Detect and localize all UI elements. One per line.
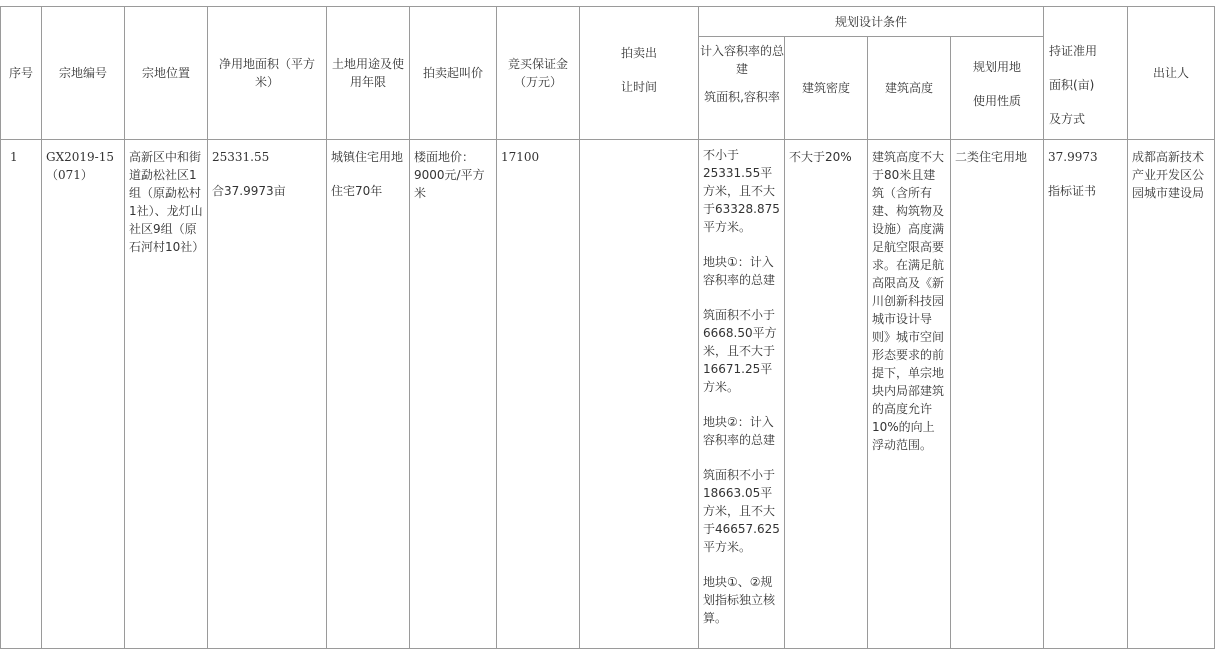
- far-total: 不小于25331.55平方米，且不大于63328.875平方米。: [703, 148, 780, 234]
- far-parcel1-label: 地块①：计入容积率的总建: [703, 255, 776, 287]
- row-density: 不大于20%: [789, 150, 852, 164]
- header-cert-line3: 及方式: [1049, 112, 1086, 126]
- far-parcel2-label: 地块②：计入容积率的总建: [703, 415, 776, 447]
- row-land-use: 城镇住宅用地: [331, 150, 404, 164]
- row-land-nature: 二类住宅用地: [955, 150, 1028, 164]
- row-parcel-no: GX2019-15（071）: [46, 150, 114, 182]
- header-planning: 规划设计条件: [834, 14, 907, 29]
- row-grantor: 成都高新技术产业开发区公园城市建设局: [1132, 150, 1205, 200]
- row-height: 建筑高度不大于80米且建筑（含所有建、构筑物及设施）高度满足航空限高要求。在满足航高限高及《新川创新科技园城市设计导则》城市空间形态要求的前提下，单宗地块内局部建筑的高度允许10%的向上浮动范围。: [872, 150, 945, 452]
- grid-line: [0, 648, 1215, 649]
- header-auction-time-line1: 拍卖出: [620, 46, 657, 60]
- header-cert-line1: 持证准用: [1049, 44, 1098, 58]
- header-far-line1: 计入容积率的总建: [700, 44, 785, 76]
- row-location: 高新区中和街道勐松社区1组（原勐松村1社）、龙灯山社区9组（原石河村10社）: [129, 150, 205, 254]
- far-parcel2-range: 筑面积不小于18663.05平方米，且不大于46657.625平方米。: [703, 468, 780, 554]
- row-term: 住宅70年: [331, 184, 383, 198]
- header-deposit: 竞买保证金（万元）: [507, 57, 568, 89]
- header-land-nature-line1: 规划用地: [972, 60, 1021, 74]
- row-area: [208, 141, 326, 200]
- header-height: 建筑高度: [884, 81, 933, 95]
- header-seq: 序号: [8, 66, 33, 80]
- row-auction-time: [580, 141, 698, 148]
- row-cert-area: 37.9973: [1048, 150, 1098, 164]
- row-cert-method: 指标证书: [1048, 184, 1097, 198]
- header-location: 宗地位置: [141, 66, 190, 80]
- header-area: 净用地面积（平方米）: [218, 57, 315, 89]
- grid-line: [1043, 6, 1044, 649]
- header-land-nature: [951, 58, 1043, 128]
- header-far-line2: 筑面积,容积率: [704, 90, 780, 104]
- row-deposit: 17100: [501, 150, 540, 164]
- header-auction-time-line2: 让时间: [620, 80, 657, 94]
- row-area-value: 25331.55: [212, 150, 270, 164]
- grid-line: [207, 6, 208, 649]
- row-area-mu: 合37.9973亩: [212, 184, 286, 198]
- header-far: [700, 42, 784, 138]
- header-land-nature-line2: 使用性质: [972, 94, 1021, 108]
- far-note: 地块①、②规划指标独立核算。: [703, 575, 776, 625]
- header-grantor: 出让人: [1152, 66, 1189, 80]
- grid-line: [0, 139, 1215, 140]
- header-use-term: 土地用途及使用年限: [332, 57, 405, 89]
- header-auction-time: [580, 44, 698, 104]
- header-density: 建筑密度: [801, 81, 850, 95]
- grid-line: [326, 6, 327, 649]
- row-far: [699, 141, 784, 627]
- row-use-term: [327, 141, 409, 200]
- header-cert: [1049, 42, 1127, 138]
- header-parcel-no: 宗地编号: [58, 66, 107, 80]
- far-parcel1-range: 筑面积不小于6668.50平方米，且不大于16671.25平方米。: [703, 308, 777, 394]
- grid-line: [496, 6, 497, 649]
- header-cert-line2: 面积(亩): [1049, 78, 1095, 92]
- row-seq: 1: [10, 150, 18, 164]
- row-start-price: 楼面地价：9000元/平方米: [414, 150, 485, 200]
- row-cert: [1044, 141, 1127, 200]
- header-start-price: 拍卖起叫价: [422, 66, 483, 80]
